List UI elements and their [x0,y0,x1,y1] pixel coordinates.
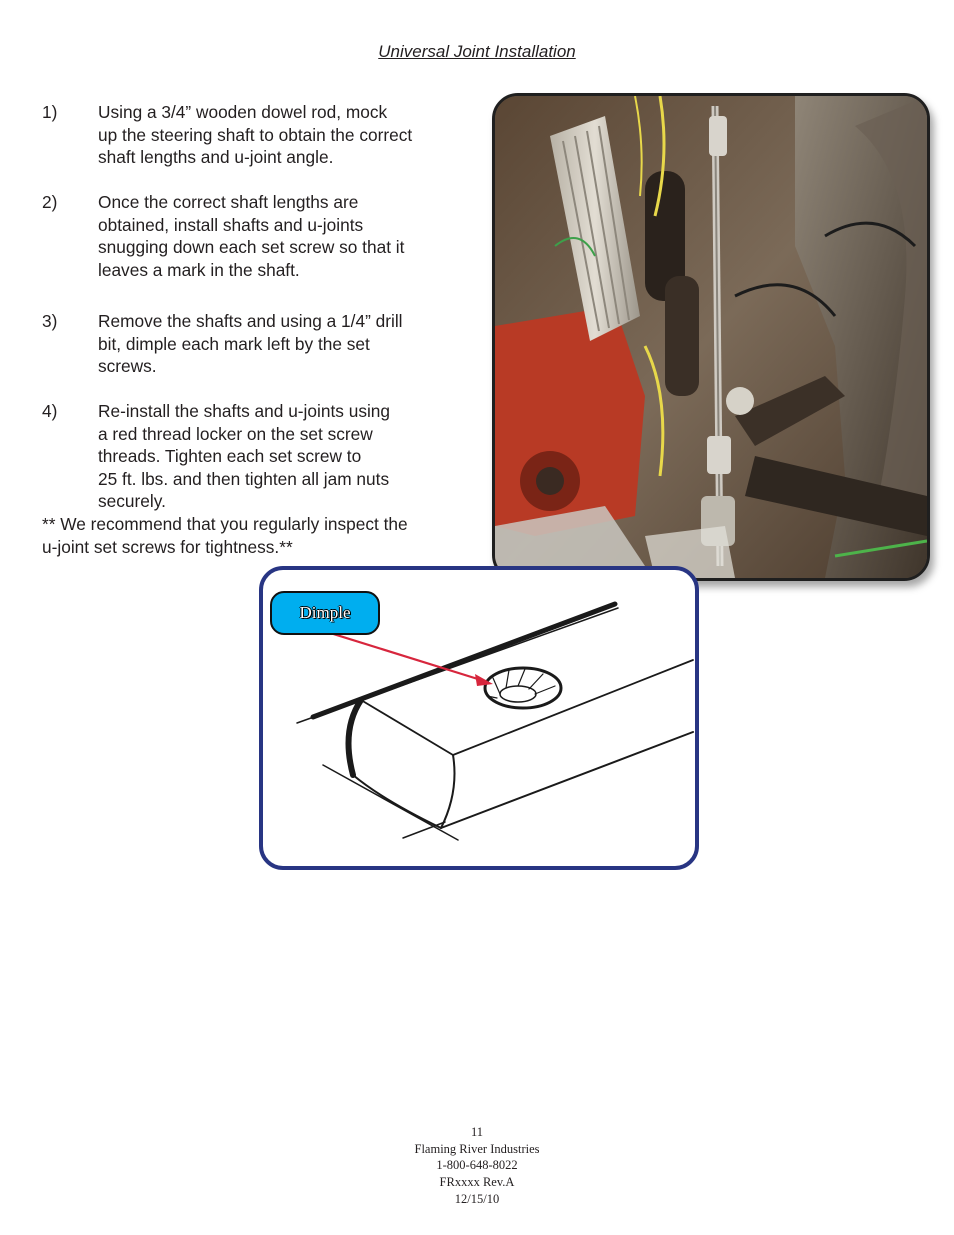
engine-bay-illustration [495,96,927,578]
phone-number: 1-800-648-8022 [436,1158,518,1173]
step-text: Re-install the shafts and u-joints using a red thread locker on the set screw threads. Tighten each set screw to 25 ft. lbs. and then tighten all jam nuts securely. [98,401,391,511]
step-text: Remove the shafts and using a 1/4” drill bit, dimple each mark left by the set screws. [98,311,403,376]
revision-date: 12/15/10 [454,1191,500,1206]
step-text: Once the correct shaft lengths are obtained, install shafts and u-joints snugging down each set screw so that it leaves a mark in the shaft. [98,192,405,280]
step-3 [42,310,452,378]
step-number: 4) [42,401,58,421]
step-number: 2) [42,192,58,212]
document-revision: FRxxxx Rev.A [439,1175,515,1190]
step-2 [42,191,452,281]
step-text: Using a 3/4” wooden dowel rod, mock up the steering shaft to obtain the correct shaft lengths and u-joint angle. [98,102,413,167]
page-title: Universal Joint Installation [378,42,576,61]
page-footer [0,1124,954,1208]
page-number: 11 [470,1125,484,1139]
engine-bay-photo [492,93,930,581]
step-number: 3) [42,311,58,331]
company-name: Flaming River Industries [414,1141,540,1156]
dimple-callout-label: Dimple [270,591,380,635]
step-4 [42,400,452,513]
step-1 [42,101,452,169]
inspection-note: ** We recommend that you regularly inspect the u-joint set screws for tightness.** [42,514,408,557]
step-number: 1) [42,102,58,122]
